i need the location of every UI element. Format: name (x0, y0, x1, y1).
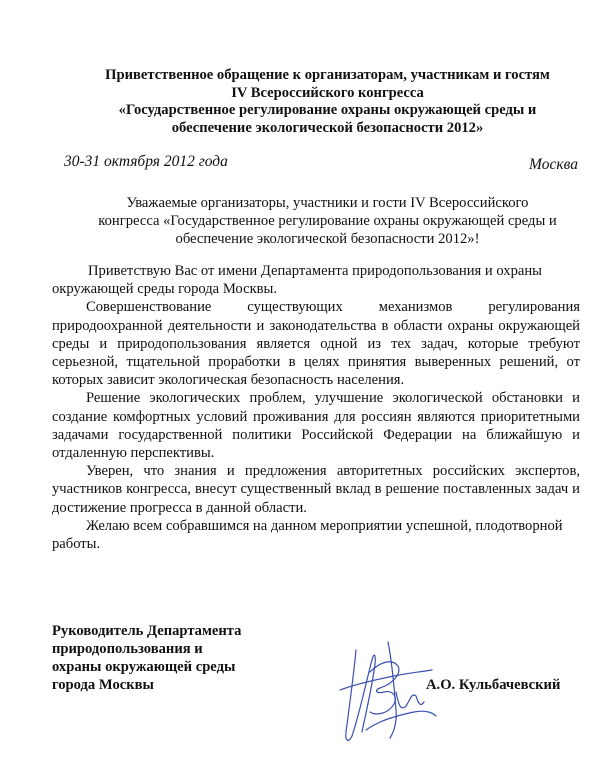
position-line: охраны окружающей среды (52, 659, 236, 675)
title-line: обеспечение экологической безопасности 2012» (171, 119, 484, 136)
document-title (80, 67, 575, 137)
greeting (70, 194, 585, 248)
title-line: IV Всероссийского конгресса (231, 84, 424, 101)
signature-strokes (340, 642, 436, 740)
title-line: Приветственное обращение к организаторам, участникам и гостям (105, 67, 550, 83)
event-city: Москва (529, 156, 578, 173)
paragraph: Желаю всем собравшимся на данном мероприятии успешной, плодотворной работы. (52, 517, 563, 553)
letter-body (52, 262, 580, 553)
greeting-line: конгресса «Государственное регулирование охраны окружающей среды и (98, 213, 557, 229)
position-line: города Москвы (52, 677, 154, 693)
greeting-line: обеспечение экологической безопасности 2012»! (175, 231, 480, 247)
signatory-position (52, 622, 241, 694)
event-date: 30-31 октября 2012 года (64, 153, 228, 170)
title-line: «Государственное регулирование охраны окружающей среды и (118, 102, 537, 118)
position-line: природопользования и (52, 641, 203, 657)
greeting-line: Уважаемые организаторы, участники и гости IV Всероссийского (126, 195, 529, 211)
position-line: Руководитель Департамента (52, 623, 242, 639)
paragraph: Приветствую Вас от имени Департамента природопользования и охраны окружающей среды города Москвы. (52, 263, 542, 298)
paragraph: Решение экологических проблем, улучшение экологической обстановки и создание комфортных условий проживания для россиян являются приоритетными задачами государственной политики Российской Федерации на ближайшую и отдаленную перспективы. (52, 390, 580, 462)
signatory-name: А.О. Кульбачевский (426, 677, 561, 693)
paragraph: Совершенствование существующих механизмов регулирования природоохранной деятельности и законодательства в области охраны окружающей среды и природопользования является одной из тех задач, которые требуют серьезной, тщательной проработки в целях принятия выверенных решений, от которых зависит экологическая безопасность населения. (52, 299, 580, 389)
paragraph: Уверен, что знания и предложения авторитетных российских экспертов, участников конгресса, внесут существенный вклад в решение поставленных задач и достижение прогресса в данной области. (52, 463, 580, 516)
